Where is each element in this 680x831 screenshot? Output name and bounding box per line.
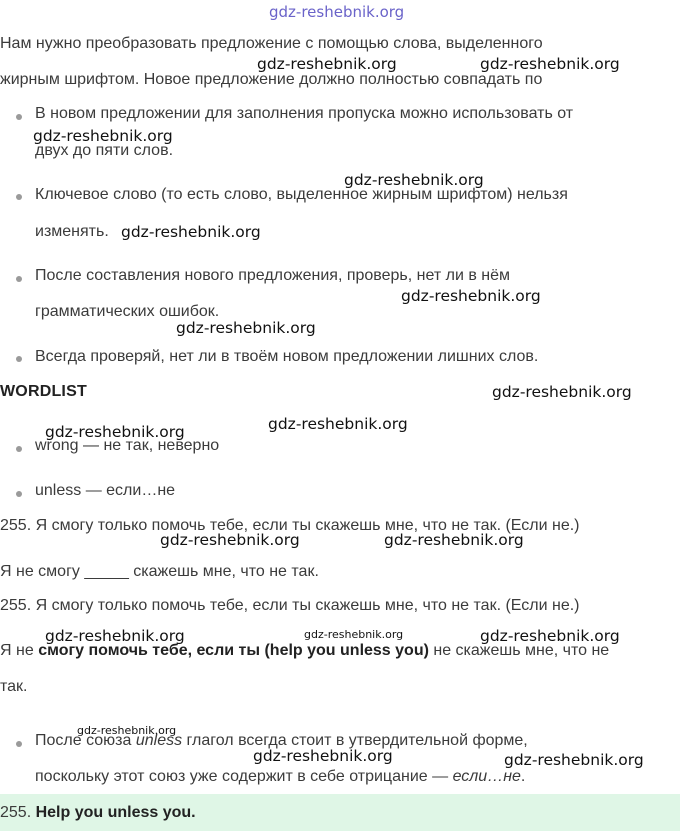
rule-2-line-1: Ключевое слово (то есть слово, выделенное жирным шрифтом) нельзя <box>35 186 568 203</box>
rule-3-line-2: грамматических ошибок. <box>35 303 220 320</box>
watermark: gdz-reshebnik.org <box>257 55 397 73</box>
bullet-icon <box>16 356 22 362</box>
note-part-1: После союза <box>35 732 136 749</box>
watermark: gdz-reshebnik.org <box>304 628 404 641</box>
watermark: gdz-reshebnik.org <box>504 751 644 769</box>
solution-end: не скажешь мне, что не <box>428 642 610 659</box>
wordlist-item-2: unless — если…не <box>35 482 176 499</box>
answer-number: 255. <box>0 804 32 821</box>
watermark: gdz-reshebnik.org <box>480 627 620 645</box>
note-line-2-start: поскольку этот союз уже содержит в себе отрицание — <box>35 768 453 785</box>
watermark: gdz-reshebnik.org <box>33 127 173 145</box>
bullet-icon <box>16 446 22 452</box>
rule-1-line-2: двух до пяти слов. <box>35 142 174 159</box>
answer-line <box>0 804 196 822</box>
intro-line-1: Нам нужно преобразовать предложение с помощью слова, выделенного <box>0 35 543 52</box>
bullet-icon <box>16 491 22 497</box>
wordlist-item-1: wrong — не так, неверно <box>35 437 220 454</box>
wordlist-heading: WORDLIST <box>0 383 87 400</box>
solution-line-2: так. <box>0 678 28 695</box>
rule-1-line-1: В новом предложении для заполнения пропуска можно использовать от <box>35 105 574 122</box>
watermark: gdz-reshebnik.org <box>268 415 408 433</box>
task-gap-sentence: Я не смогу _____ скажешь мне, что не так. <box>0 563 319 580</box>
bullet-icon <box>16 194 22 200</box>
bullet-icon <box>16 276 22 282</box>
answer-text: Help you unless you. <box>35 804 196 821</box>
bullet-icon <box>16 114 22 120</box>
rule-3-line-1: После составления нового предложения, проверь, нет ли в нём <box>35 267 511 284</box>
watermark: gdz-reshebnik.org <box>492 383 632 401</box>
note-italic-unless: unless <box>135 732 183 749</box>
task-prompt: 255. Я смогу только помочь тебе, если ты скажешь мне, что не так. (Если не.) <box>0 517 580 534</box>
watermark: gdz-reshebnik.org <box>253 747 393 765</box>
watermark: gdz-reshebnik.org <box>344 171 484 189</box>
rule-2-line-2: изменять. <box>35 223 109 240</box>
note-part-2: глагол всегда стоит в утвердительной форме, <box>182 732 528 749</box>
watermark: gdz-reshebnik.org <box>45 423 185 441</box>
watermark: gdz-reshebnik.org <box>160 531 300 549</box>
solution-bold: смогу помочь тебе, если ты (help you unless you) <box>38 642 429 659</box>
intro-line-2: жирным шрифтом. Новое предложение должно полностью совпадать по <box>0 71 543 88</box>
watermark-top: gdz-reshebnik.org <box>269 3 405 21</box>
watermark: gdz-reshebnik.org <box>121 223 261 241</box>
watermark: gdz-reshebnik.org <box>401 287 541 305</box>
note-italic-esli-ne: если…не <box>452 768 521 785</box>
watermark: gdz-reshebnik.org <box>480 55 620 73</box>
watermark: gdz-reshebnik.org <box>45 627 185 645</box>
solution-start: Я не <box>0 642 39 659</box>
note-line-2-end: . <box>520 768 526 785</box>
note-line-2 <box>35 768 525 786</box>
bullet-icon <box>16 741 22 747</box>
watermark: gdz-reshebnik.org <box>77 724 177 737</box>
rule-4-line-1: Всегда проверяй, нет ли в твоём новом предложении лишних слов. <box>35 348 539 365</box>
task-prompt-repeat: 255. Я смогу только помочь тебе, если ты скажешь мне, что не так. (Если не.) <box>0 597 580 614</box>
watermark: gdz-reshebnik.org <box>384 531 524 549</box>
watermark: gdz-reshebnik.org <box>176 319 316 337</box>
